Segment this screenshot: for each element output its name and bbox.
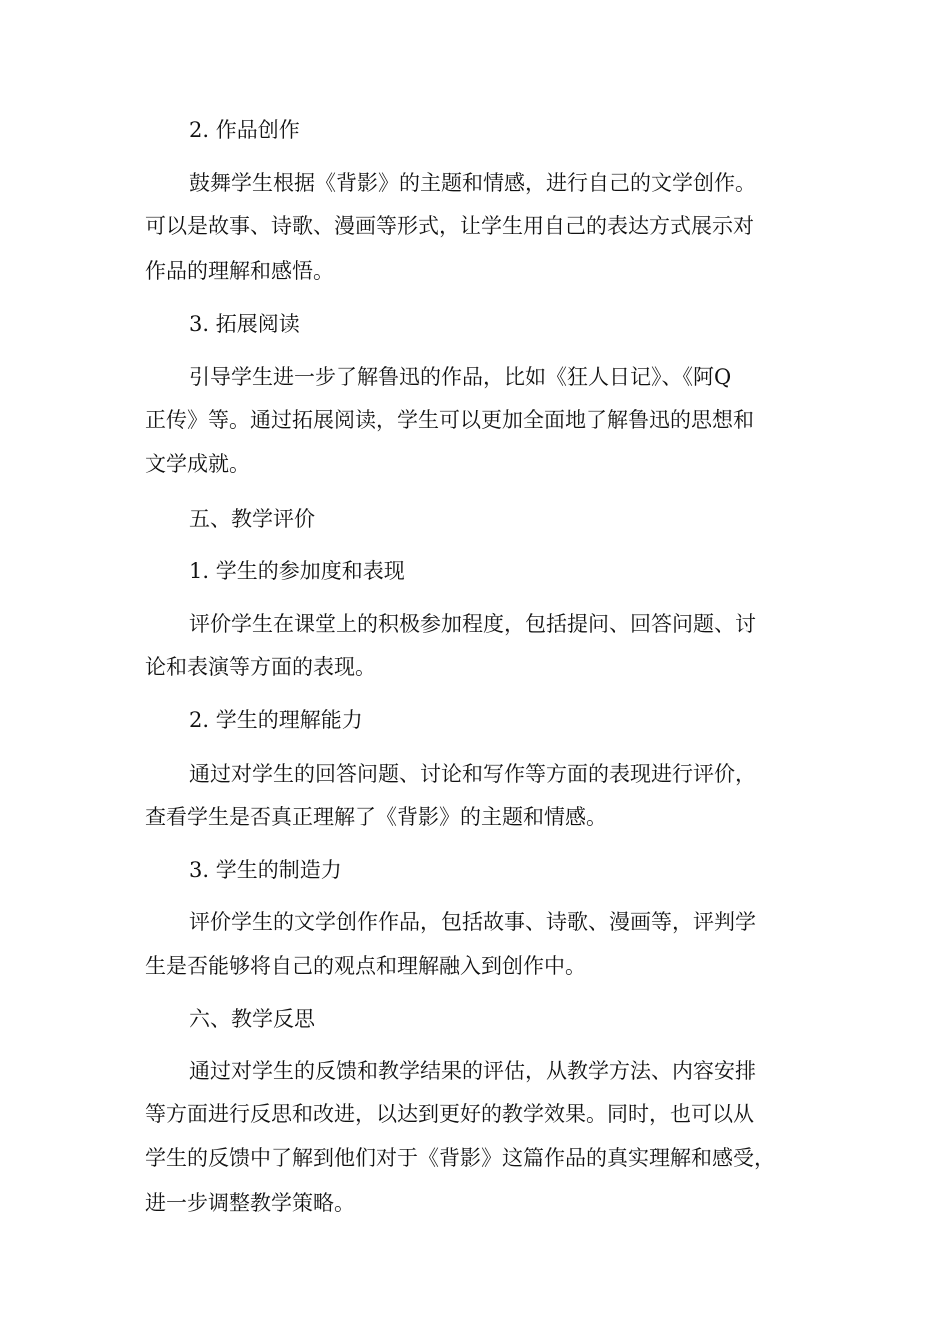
paragraph-line: 等方面进行反思和改进，以达到更好的教学效果。同时，也可以从: [145, 1102, 754, 1126]
subheading-extended-reading: 3. 拓展阅读: [189, 312, 300, 336]
subheading-comprehension: 2. 学生的理解能力: [189, 708, 363, 732]
subheading-work-creation: 2. 作品创作: [189, 118, 300, 142]
paragraph-line: 进一步调整教学策略。: [145, 1191, 355, 1215]
paragraph-line: 引导学生进一步了解鲁迅的作品，比如《狂人日记》、《阿Q: [189, 365, 732, 389]
subheading-participation: 1. 学生的参加度和表现: [189, 559, 405, 583]
section-heading-teaching-evaluation: 五、教学评价: [189, 507, 315, 531]
paragraph-line: 正传》等。通过拓展阅读，学生可以更加全面地了解鲁迅的思想和: [145, 408, 754, 432]
paragraph-line: 评价学生的文学创作作品，包括故事、诗歌、漫画等，评判学: [189, 910, 756, 934]
paragraph-line: 鼓舞学生根据《背影》的主题和情感，进行自己的文学创作。: [189, 171, 756, 195]
paragraph-line: 评价学生在课堂上的积极参加程度，包括提问、回答问题、讨: [189, 612, 756, 636]
paragraph-line: 通过对学生的反馈和教学结果的评估，从教学方法、内容安排: [189, 1059, 756, 1083]
subheading-creativity: 3. 学生的制造力: [189, 858, 342, 882]
section-heading-teaching-reflection: 六、教学反思: [189, 1007, 315, 1031]
paragraph-line: 论和表演等方面的表现。: [145, 655, 376, 679]
paragraph-line: 可以是故事、诗歌、漫画等形式，让学生用自己的表达方式展示对: [145, 214, 754, 238]
paragraph-line: 文学成就。: [145, 452, 250, 476]
paragraph-line: 通过对学生的回答问题、讨论和写作等方面的表现进行评价，: [189, 762, 756, 786]
paragraph-line: 作品的理解和感悟。: [145, 259, 334, 283]
paragraph-line: 学生的反馈中了解到他们对于《背影》这篇作品的真实理解和感受，: [145, 1146, 775, 1170]
paragraph-line: 查看学生是否真正理解了《背影》的主题和情感。: [145, 805, 607, 829]
paragraph-line: 生是否能够将自己的观点和理解融入到创作中。: [145, 954, 586, 978]
